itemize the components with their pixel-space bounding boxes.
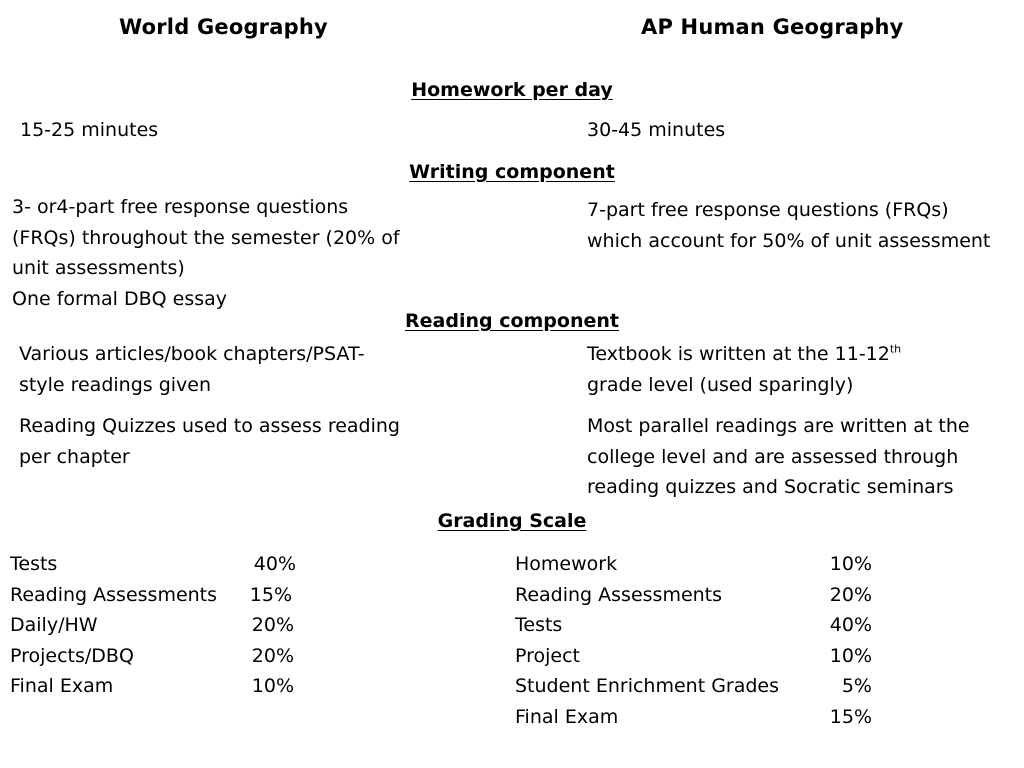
grading-label: Final Exam — [515, 705, 619, 728]
grading-row — [515, 610, 875, 641]
grading-label: Reading Assessments — [515, 583, 723, 606]
grading-value: 5% — [841, 675, 872, 697]
writing-world — [12, 192, 400, 314]
grading-ap-table — [515, 549, 875, 732]
grading-value: 10% — [251, 675, 294, 697]
reading-ap-line — [587, 339, 901, 370]
reading-world-line: style readings given — [19, 373, 212, 396]
grading-label: Student Enrichment Grades — [515, 675, 780, 697]
grading-row — [515, 671, 875, 702]
grading-label: Daily/HW — [10, 614, 98, 636]
section-title-grading: Grading Scale — [437, 510, 587, 532]
grading-row — [515, 702, 875, 733]
grading-value: 20% — [251, 614, 294, 636]
header-world-geography: World Geography — [119, 15, 328, 39]
section-title-writing: Writing component — [409, 161, 615, 183]
grading-label: Project — [515, 644, 581, 667]
grading-label: Tests — [515, 614, 563, 636]
writing-world-line: unit assessments) — [12, 257, 185, 279]
grading-row — [515, 549, 875, 580]
grading-label: Final Exam — [10, 675, 114, 697]
superscript-th: th — [889, 342, 902, 356]
grading-value: 20% — [251, 644, 294, 667]
reading-ap-parallel — [587, 411, 970, 503]
writing-ap — [587, 195, 990, 256]
reading-world-line: Reading Quizzes used to assess reading — [19, 415, 400, 437]
grading-value: 15% — [249, 583, 292, 606]
header-ap-human-geography: AP Human Geography — [641, 15, 904, 39]
writing-ap-line: which account for 50% of unit assessment — [587, 229, 991, 252]
section-title-reading: Reading component — [405, 310, 619, 332]
grading-world-table — [10, 549, 300, 702]
grading-row — [10, 641, 300, 672]
reading-ap-line: reading quizzes and Socratic seminars — [587, 476, 954, 498]
writing-world-line: (FRQs) throughout the semester (20% of — [12, 226, 400, 249]
reading-ap-line: Most parallel readings are written at the — [587, 415, 970, 437]
grading-row — [10, 580, 300, 611]
grading-label: Tests — [10, 553, 58, 575]
reading-world-articles — [19, 339, 365, 400]
grading-label: Reading Assessments — [10, 583, 218, 606]
reading-ap-line: college level and are assessed through — [587, 445, 959, 468]
grading-row — [10, 549, 300, 580]
grading-value: 10% — [829, 553, 872, 575]
grading-row — [10, 610, 300, 641]
reading-ap-textbook-text: Textbook is written at the 11-12 — [587, 343, 890, 365]
section-title-homework: Homework per day — [411, 79, 613, 101]
reading-world-line: per chapter — [19, 445, 130, 468]
reading-ap-textbook — [587, 339, 901, 400]
grading-value: 15% — [829, 705, 872, 728]
reading-world-quizzes — [19, 411, 400, 472]
reading-ap-line: grade level (used sparingly) — [587, 373, 854, 396]
homework-world: 15-25 minutes — [20, 119, 159, 141]
grading-row — [10, 671, 300, 702]
grading-row — [515, 641, 875, 672]
homework-ap: 30-45 minutes — [587, 119, 726, 141]
writing-world-line: 3- or4-part free response questions — [12, 196, 349, 218]
writing-world-line: One formal DBQ essay — [12, 287, 228, 310]
reading-world-line: Various articles/book chapters/PSAT- — [19, 343, 365, 365]
writing-ap-line: 7-part free response questions (FRQs) — [587, 199, 949, 221]
grading-value: 10% — [829, 644, 872, 667]
grading-label: Projects/DBQ — [10, 644, 134, 667]
grading-value: 40% — [829, 614, 872, 636]
grading-row — [515, 580, 875, 611]
grading-value: 40% — [253, 553, 296, 575]
grading-label: Homework — [515, 553, 618, 575]
grading-value: 20% — [829, 583, 872, 606]
